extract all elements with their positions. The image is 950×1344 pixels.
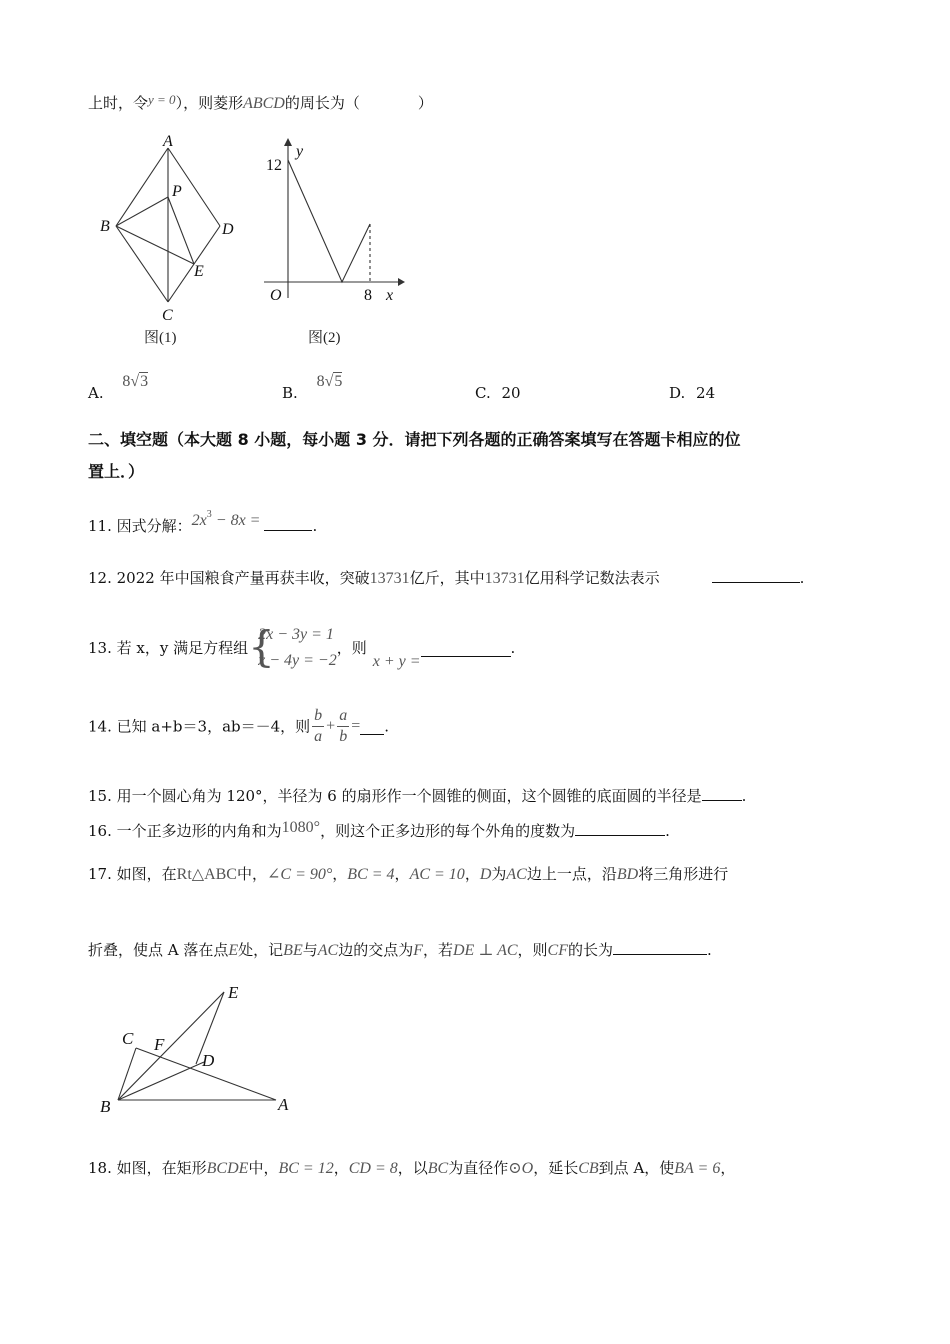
- option-b-letter: B.: [282, 384, 298, 402]
- q18-text-2: 中，: [248, 1159, 279, 1177]
- q17-sep-3: ，: [464, 865, 480, 883]
- q15-number: 15.: [88, 787, 112, 805]
- figure-2-caption: 图(2): [308, 330, 341, 346]
- q17-var-cf: CF: [547, 942, 568, 959]
- q16-angle: 1080°: [281, 819, 321, 836]
- q11-end: .: [312, 517, 318, 535]
- q18-end: ，: [720, 1159, 736, 1177]
- y-tick-12: 12: [266, 157, 282, 174]
- q18-rectangle: BCDE: [206, 1160, 249, 1177]
- question-11: [88, 505, 317, 536]
- intro-close: ）: [417, 94, 433, 112]
- q11-expr-a: 2x: [191, 512, 207, 529]
- option-b[interactable]: [282, 372, 342, 402]
- q12-answer-blank[interactable]: [712, 566, 800, 583]
- q12-text-b: 亿斤，其中: [409, 569, 485, 587]
- q18-circle: ⊙O: [508, 1160, 534, 1177]
- option-a-sqrt: √3: [130, 373, 149, 390]
- option-b-sqrt: √5: [324, 373, 343, 390]
- question-12: [88, 566, 804, 589]
- q17-text-2d: 边的交点为: [338, 941, 414, 959]
- label-e: E: [194, 263, 204, 280]
- q17-var-bd: BD: [616, 866, 639, 883]
- q18-var-cb: CB: [578, 1160, 599, 1177]
- question-17-line-2: [88, 938, 712, 961]
- q14-frac1-numerator: b: [312, 706, 324, 727]
- q17-text-1d: 边上一点，沿: [526, 865, 617, 883]
- q17-text-2e: ，若: [422, 941, 453, 959]
- question-15: [88, 784, 746, 806]
- q17-var-ac: AC: [506, 866, 527, 883]
- option-b-coef: 8: [316, 373, 325, 390]
- q17-text-2c: 与: [302, 941, 318, 959]
- figure-1-rhombus: [96, 130, 246, 350]
- q16-text-b: ，则这个正多边形的每个外角的度数为: [320, 822, 576, 840]
- q16-end: .: [665, 822, 670, 840]
- graph-line: [288, 160, 370, 282]
- intro-prefix: 上时，令: [88, 94, 149, 112]
- option-c-value: 20: [501, 384, 521, 402]
- segment-bc: [118, 1048, 136, 1100]
- x-axis-label: x: [386, 287, 394, 304]
- q17-number: 17.: [88, 865, 112, 883]
- q17-condition-ac: AC = 10: [409, 866, 465, 883]
- q16-answer-blank[interactable]: [575, 819, 665, 836]
- option-a[interactable]: [88, 372, 148, 402]
- option-b-radicand: 5: [334, 373, 343, 390]
- q14-frac1-denominator: a: [314, 728, 323, 745]
- q17-triangle: Rt△ABC: [176, 866, 237, 883]
- label-d: D: [222, 221, 234, 238]
- option-d[interactable]: [669, 384, 715, 402]
- figure-q17-fold: [96, 982, 306, 1118]
- intro-mid: ），则菱形: [175, 94, 244, 112]
- segment-be: [116, 226, 194, 264]
- q14-frac2-numerator: a: [337, 706, 349, 727]
- q12-number-1: 13731: [369, 570, 410, 587]
- q18-condition-ba: BA = 6: [674, 1160, 721, 1177]
- option-d-value: 24: [696, 384, 716, 402]
- edge-bc: [116, 226, 168, 302]
- label-a: A: [278, 1095, 289, 1114]
- q14-fraction-b-over-a: [312, 706, 324, 747]
- q16-number: 16.: [88, 822, 112, 840]
- intro-line: [88, 90, 433, 114]
- section-2-heading: [88, 424, 868, 488]
- option-a-letter: A.: [88, 384, 104, 402]
- segment-bd: [118, 1062, 204, 1100]
- q14-fraction-a-over-b: [337, 706, 349, 747]
- q17-text-2a: 折叠，使点 A 落在点: [88, 941, 229, 959]
- q17-text-2b: 处，记: [238, 941, 284, 959]
- q13-answer-blank[interactable]: [421, 640, 511, 657]
- segment-bp: [116, 197, 168, 226]
- q13-text-b: ，则: [336, 639, 367, 657]
- q17-text-2f: ，则: [517, 941, 548, 959]
- q17-text-1e: 将三角形进行: [638, 865, 729, 883]
- intro-condition: y = 0: [148, 92, 176, 107]
- q18-condition-cd: CD = 8: [348, 1160, 398, 1177]
- q17-text-1c: 为: [491, 865, 507, 883]
- q17-text-2g: 的长为: [568, 941, 614, 959]
- label-c: C: [162, 307, 173, 324]
- label-p: P: [172, 183, 182, 200]
- option-a-coef: 8: [122, 373, 131, 390]
- q18-condition-bc: BC = 12: [278, 1160, 334, 1177]
- q12-text-a: 2022 年中国粮食产量再获丰收，突破: [116, 569, 370, 587]
- q17-condition-angle: ∠C = 90°: [267, 866, 333, 883]
- question-18: [88, 1158, 735, 1179]
- q11-number: 11.: [88, 517, 112, 535]
- q18-text-5: ，延长: [533, 1159, 579, 1177]
- q18-text-3: ，以: [397, 1159, 428, 1177]
- label-b: B: [100, 1097, 111, 1116]
- q18-text-4: 为直径作: [448, 1159, 509, 1177]
- q14-equals: =: [351, 717, 361, 735]
- q15-answer-blank[interactable]: [702, 784, 742, 801]
- q12-end: .: [799, 569, 805, 587]
- x-tick-8: 8: [364, 287, 372, 304]
- q17-var-f: F: [413, 942, 423, 959]
- option-a-radicand: 3: [140, 373, 149, 390]
- section-2-heading-line-2: 置上．）: [88, 462, 145, 481]
- q11-text: 因式分解：: [116, 517, 192, 535]
- q17-sep-2: ，: [394, 865, 410, 883]
- y-axis-label: y: [296, 143, 304, 160]
- option-c-letter: C.: [475, 384, 491, 402]
- question-16: [88, 818, 670, 841]
- q13-end: .: [510, 639, 516, 657]
- q14-number: 14.: [88, 717, 112, 736]
- q11-expr-b: − 8x =: [211, 512, 265, 529]
- q13-text-a: 若 x，y 满足方程组: [116, 639, 249, 657]
- q17-condition-perp: DE ⊥ AC: [453, 942, 518, 959]
- q17-end: .: [707, 941, 712, 959]
- option-c[interactable]: [475, 384, 521, 402]
- q12-text-c: 亿用科学记数法表示: [524, 569, 660, 587]
- figure-1-caption: 图(1): [144, 330, 177, 346]
- label-e: E: [228, 983, 239, 1002]
- q17-condition-bc: BC = 4: [347, 866, 395, 883]
- q11-exponent: 3: [206, 509, 212, 520]
- q18-text-6: 到点 A，使: [598, 1159, 675, 1177]
- q17-var-ac-2: AC: [317, 942, 339, 959]
- option-d-letter: D.: [669, 384, 686, 402]
- q16-text-a: 一个正多边形的内角和为: [116, 822, 282, 840]
- intro-suffix: 的周长为（: [284, 94, 360, 112]
- origin-label: O: [270, 287, 282, 304]
- x-axis-arrow-icon: [398, 278, 405, 286]
- y-axis-arrow-icon: [284, 138, 292, 146]
- question-14: [88, 706, 389, 747]
- q14-answer-blank[interactable]: [360, 718, 384, 735]
- q13-number: 13.: [88, 639, 112, 657]
- intro-shape: ABCD: [243, 95, 285, 112]
- q14-frac2-denominator: b: [339, 728, 348, 745]
- q13-equation-system: { 2x − 3y = 1 x − 4y = −2: [248, 622, 337, 674]
- q17-text-1b: 中，: [236, 865, 267, 883]
- label-a: A: [163, 133, 173, 150]
- edge-ab: [116, 148, 168, 226]
- q12-number: 12.: [88, 569, 112, 587]
- label-d: D: [202, 1051, 215, 1070]
- q18-var-bc: BC: [427, 1160, 449, 1177]
- label-c: C: [122, 1029, 134, 1048]
- q12-number-2: 13731: [484, 570, 525, 587]
- segment-be: [118, 992, 224, 1100]
- figure-2-graph: [258, 138, 408, 350]
- q17-var-d: D: [479, 866, 492, 883]
- section-2-heading-line-1: 二、填空题（本大题 8 小题，每小题 3 分．请把下列各题的正确答案填写在答题卡相应的位: [88, 430, 741, 449]
- question-13: [88, 622, 515, 674]
- segment-pe: [168, 197, 194, 264]
- q14-text-a: 已知 a+b＝3，ab＝－4，则: [116, 717, 311, 736]
- question-17-line-1: [88, 864, 728, 885]
- q17-sep-1: ，: [332, 865, 348, 883]
- q14-end: .: [384, 717, 389, 736]
- q15-end: .: [741, 787, 747, 805]
- q13-equation-1: 2x − 3y = 1: [258, 626, 334, 643]
- q13-equation-2: x − 4y = −2: [258, 652, 337, 669]
- q11-answer-blank[interactable]: [264, 514, 312, 531]
- q18-sep-1: ，: [333, 1159, 349, 1177]
- label-f: F: [154, 1035, 165, 1054]
- q17-var-be: BE: [283, 942, 303, 959]
- q17-text-1a: 如图，在: [116, 865, 177, 883]
- q17-var-e: E: [228, 942, 239, 959]
- q13-expression: x + y =: [372, 653, 421, 670]
- q15-text: 用一个圆心角为 120°，半径为 6 的扇形作一个圆锥的侧面，这个圆锥的底面圆的半径是: [116, 787, 702, 805]
- q17-answer-blank[interactable]: [613, 938, 707, 955]
- label-b: B: [100, 218, 110, 235]
- q14-plus: +: [326, 717, 336, 735]
- q18-text-1: 如图，在矩形: [116, 1159, 207, 1177]
- q18-number: 18.: [88, 1159, 112, 1177]
